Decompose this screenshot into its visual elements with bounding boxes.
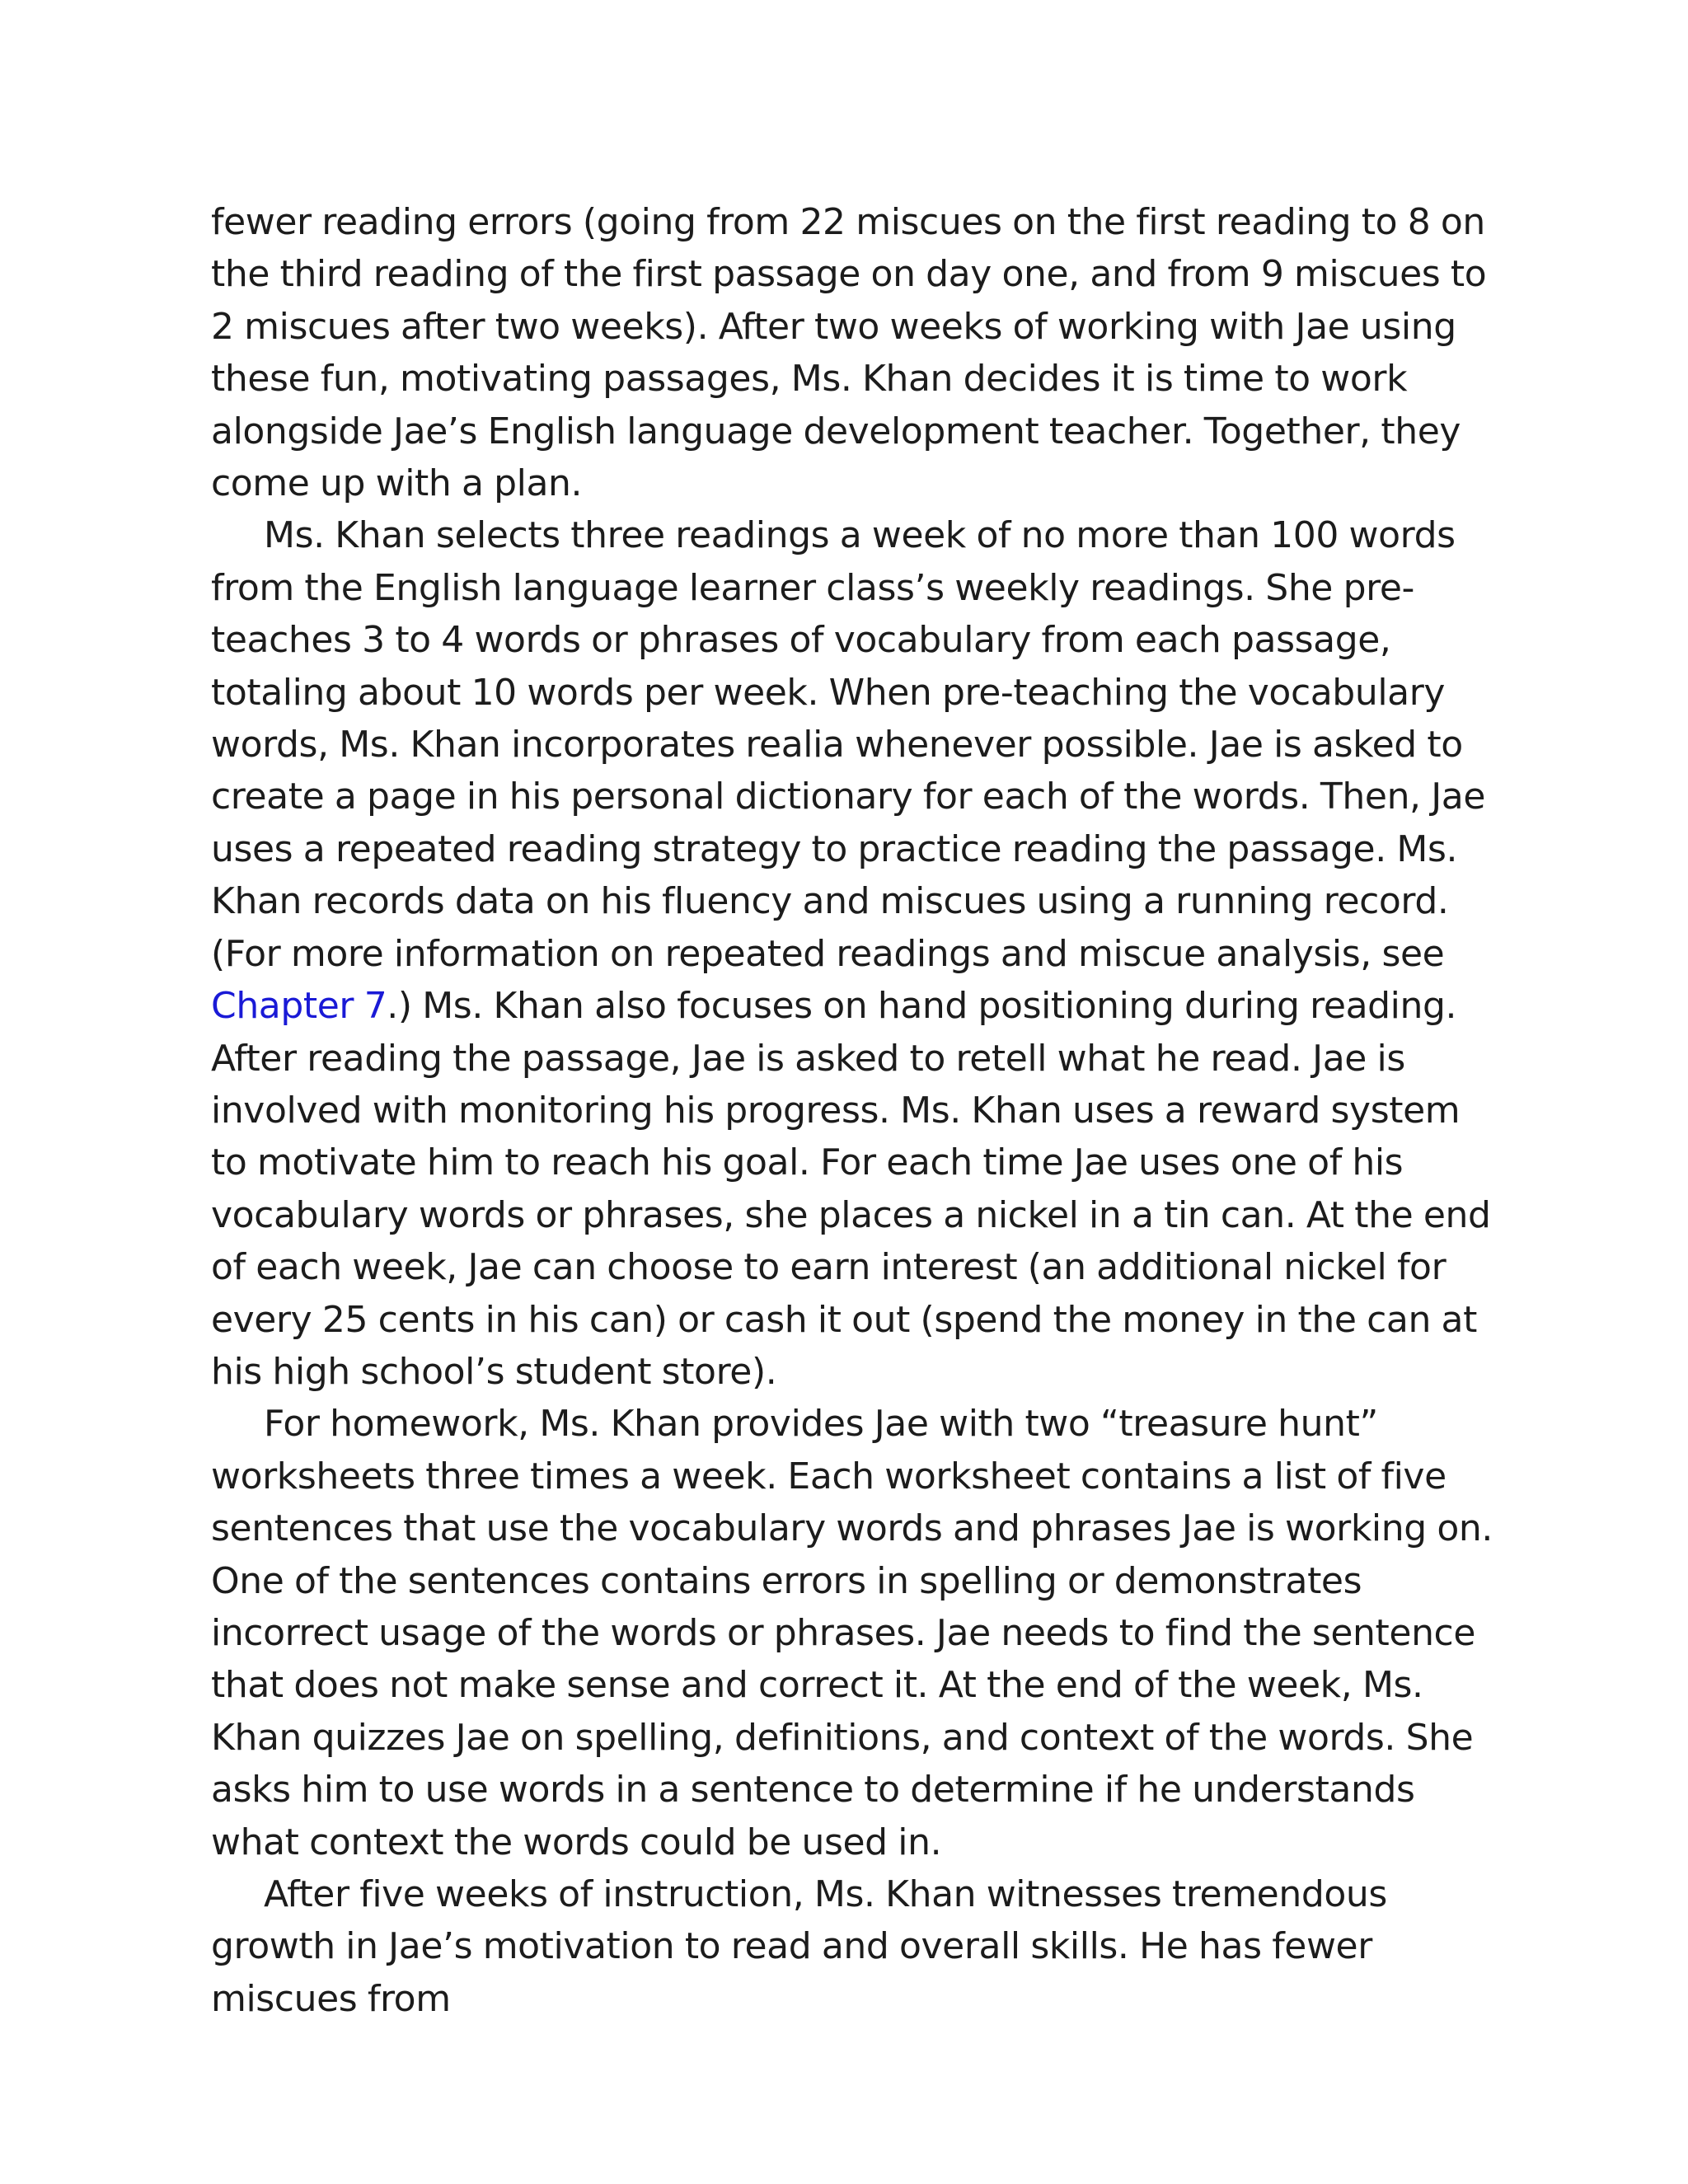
- paragraph-text-before-link: Ms. Khan selects three readings a week of no more than 100 words from the English language learner class’s weekly readings. She pre-teaches 3 to 4 words or phrases of vocabulary from each passage, totaling about 10 words per week. When pre-teaching the vocabulary words, Ms. Khan incorporates realia whenever possible. Jae is asked to create a page in his personal dictionary for each of the words. Then, Jae uses a repeated reading strategy to practice reading the passage. Ms. Khan records data on his fluency and miscues using a running record. (For more information on repeated readings and miscue analysis, see: [211, 514, 1486, 975]
- document-body: [211, 196, 1497, 2025]
- paragraph-readings-plan: [211, 509, 1497, 1398]
- paragraph-text-after-link: .) Ms. Khan also focuses on hand positioning during reading. After reading the passage, Jae is asked to retell what he read. Jae is involved with monitoring his progress. Ms. Khan uses a reward system to motivate him to reach his goal. For each time Jae uses one of his vocabulary words or phrases, she places a nickel in a tin can. At the end of each week, Jae can choose to earn interest (an additional nickel for every 25 cents in his can) or cash it out (spend the money in the can at his high school’s student store).: [211, 985, 1491, 1393]
- paragraph-outcome: After five weeks of instruction, Ms. Khan witnesses tremendous growth in Jae’s motivation to read and overall skills. He has fewer miscues from: [211, 1873, 1387, 2020]
- paragraph-homework: For homework, Ms. Khan provides Jae with two “treasure hunt” worksheets three times a week. Each worksheet contains a list of five sentences that use the vocabulary words and phrases Jae is working on. One of the sentences contains errors in spelling or demonstrates incorrect usage of the words or phrases. Jae needs to find the sentence that does not make sense and correct it. At the end of the week, Ms. Khan quizzes Jae on spelling, definitions, and context of the words. She asks him to use words in a sentence to determine if he understands what context the words could be used in.: [211, 1403, 1493, 1863]
- chapter-7-link[interactable]: Chapter 7: [211, 985, 387, 1028]
- paragraph-continuation: fewer reading errors (going from 22 miscues on the first reading to 8 on the third reading of the first passage on day one, and from 9 miscues to 2 miscues after two weeks). After two weeks of working with Jae using these fun, motivating passages, Ms. Khan decides it is time to work alongside Jae’s English language development teacher. Together, they come up with a plan.: [211, 201, 1487, 505]
